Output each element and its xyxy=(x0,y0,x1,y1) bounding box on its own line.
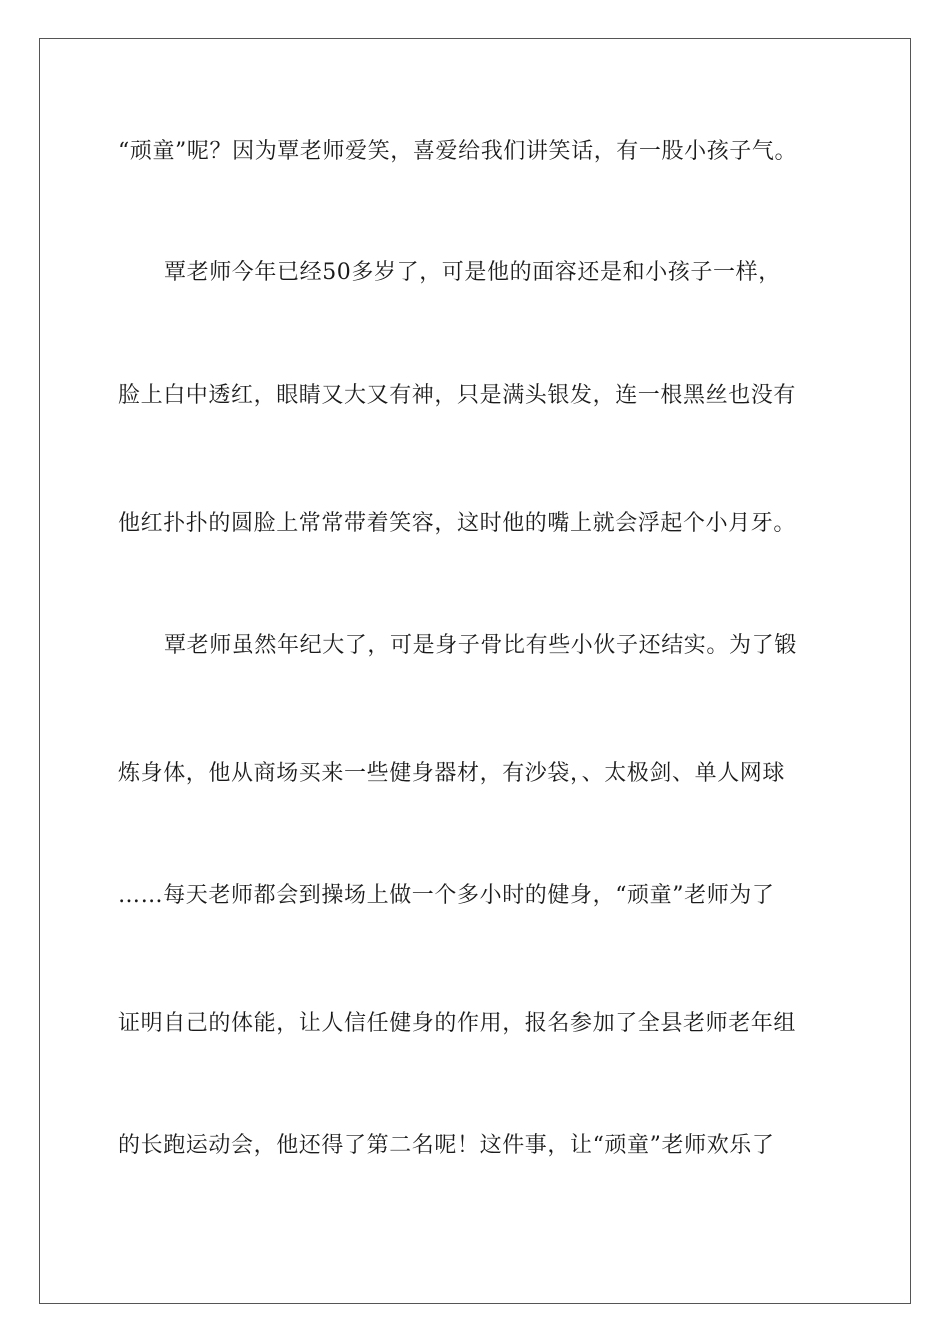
text-line-3: 脸上白中透红，眼睛又大又有神，只是满头银发，连一根黑丝也没有 xyxy=(118,383,797,408)
text-line-6: 炼身体，他从商场买来一些健身器材，有沙袋，、太极剑、单人网球 xyxy=(118,761,786,786)
text-line-4: 他红扑扑的圆脸上常常带着笑容，这时他的嘴上就会浮起个小月牙。 xyxy=(118,511,797,536)
page-border xyxy=(39,38,911,1304)
text-line-8: 证明自己的体能，让人信任健身的作用，报名参加了全县老师老年组 xyxy=(118,1011,797,1036)
text-line-9: 的长跑运动会，他还得了第二名呢！这件事，让“顽童”老师欢乐了 xyxy=(118,1133,775,1158)
text-line-7: ……每天老师都会到操场上做一个多小时的健身，“顽童”老师为了 xyxy=(118,883,775,908)
text-line-5: 覃老师虽然年纪大了，可是身子骨比有些小伙子还结实。为了锻 xyxy=(164,633,797,658)
text-line-2: 覃老师今年已经50多岁了，可是他的面容还是和小孩子一样， xyxy=(164,260,781,285)
text-line-1: “顽童”呢？因为覃老师爱笑，喜爱给我们讲笑话，有一股小孩子气。 xyxy=(118,139,798,164)
